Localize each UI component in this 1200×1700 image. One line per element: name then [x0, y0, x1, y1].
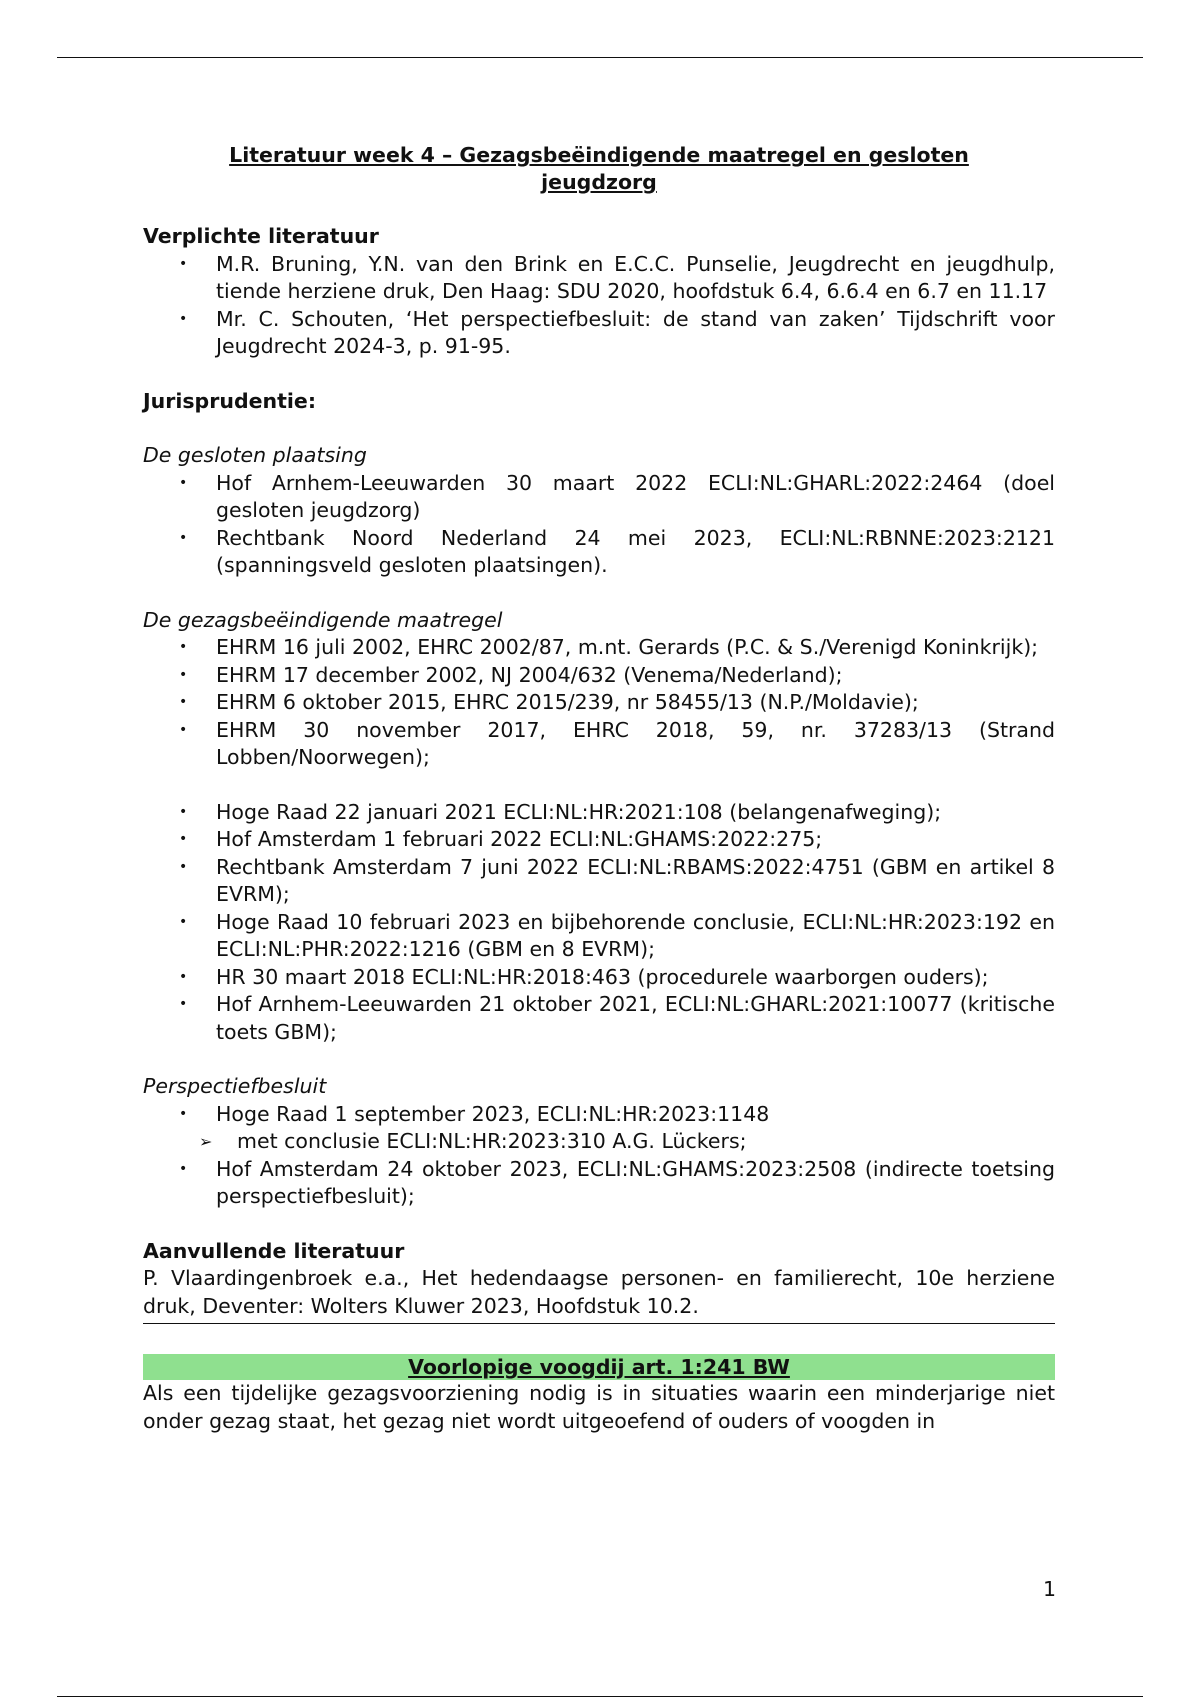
bullet-icon: •	[179, 968, 188, 985]
list-item	[143, 717, 1055, 772]
list-item	[143, 799, 1055, 827]
bullet-icon: •	[179, 721, 188, 738]
title-line-1: Literatuur week 4 – Gezagsbeëindigende maatregel en gesloten	[229, 143, 969, 167]
jurisprudentie-heading: Jurisprudentie:	[143, 388, 317, 413]
list-item-text: Rechtbank Noord Nederland 24 mei 2023, ECLI:NL:RBNNE:2023:2121 (spanningsveld gesloten plaatsingen).	[216, 525, 1055, 577]
verplicht-list	[143, 251, 1055, 361]
list-item-text: Hoge Raad 22 januari 2021 ECLI:NL:HR:2021:108 (belangenafweging);	[216, 799, 942, 824]
perspectief-heading: Perspectiefbesluit	[143, 1074, 327, 1098]
list-item	[143, 689, 1055, 717]
bullet-icon: •	[179, 803, 188, 820]
bullet-icon: •	[179, 310, 188, 327]
perspectief-list-1	[143, 1101, 1055, 1129]
bullet-icon: •	[179, 474, 188, 491]
voogdij-heading: Voorlopige voogdij art. 1:241 BW	[143, 1354, 1055, 1380]
list-item-text: EHRM 17 december 2002, NJ 2004/632 (Venema/Nederland);	[216, 662, 843, 687]
bullet-icon: •	[179, 529, 188, 546]
bullet-icon: •	[179, 858, 188, 875]
list-item-text: Hof Amsterdam 24 oktober 2023, ECLI:NL:GHAMS:2023:2508 (indirecte toetsing perspectiefbesluit);	[216, 1156, 1055, 1208]
footer-rule	[57, 1696, 1143, 1697]
document-title	[198, 142, 1000, 196]
bullet-icon: •	[179, 1105, 188, 1122]
list-item	[143, 1101, 1055, 1129]
list-item-text: Hoge Raad 1 september 2023, ECLI:NL:HR:2023:1148	[216, 1101, 770, 1126]
bullet-icon: •	[179, 913, 188, 930]
aanvullend-heading: Aanvullende literatuur	[143, 1238, 405, 1263]
aanvullend-text: P. Vlaardingenbroek e.a., Het hedendaagse personen- en familierecht, 10e herziene druk, Deventer: Wolters Kluwer 2023, Hoofdstuk 10.2.	[143, 1266, 1055, 1318]
arrow-icon: ➢	[199, 1132, 213, 1151]
list-item	[143, 251, 1055, 306]
list-item	[143, 470, 1055, 525]
document-body	[143, 142, 1055, 1435]
gezag-heading: De gezagsbeëindigende maatregel	[143, 607, 503, 632]
list-item-text: Hof Arnhem-Leeuwarden 30 maart 2022 ECLI:NL:GHARL:2022:2464 (doel gesloten jeugdzorg)	[216, 470, 1055, 522]
sub-list-item	[143, 1128, 1055, 1156]
list-item-text: EHRM 6 oktober 2015, EHRC 2015/239, nr 58455/13 (N.P./Moldavie);	[216, 690, 919, 714]
list-item-text: Mr. C. Schouten, ‘Het perspectiefbesluit: de stand van zaken’ Tijdschrift voor Jeugdrecht 2024-3, p. 91-95.	[216, 306, 1055, 358]
perspectief-list-2	[143, 1156, 1055, 1211]
bullet-icon: •	[179, 639, 188, 655]
list-item-text: EHRM 16 juli 2002, EHRC 2002/87, m.nt. Gerards (P.C. & S./Verenigd Koninkrijk);	[216, 635, 1039, 659]
list-item	[143, 854, 1055, 909]
list-item-text: EHRM 30 november 2017, EHRC 2018, 59, nr. 37283/13 (Strand Lobben/Noorwegen);	[216, 717, 1055, 769]
bullet-icon: •	[179, 255, 188, 272]
list-item	[143, 525, 1055, 580]
list-item	[143, 826, 1055, 854]
verplicht-heading: Verplichte literatuur	[143, 224, 379, 248]
list-item	[143, 662, 1055, 690]
bullet-icon: •	[179, 694, 188, 710]
list-item	[143, 909, 1055, 964]
page-number: 1	[1042, 1577, 1056, 1601]
title-line-2: jeugdzorg	[541, 170, 657, 194]
list-item	[143, 634, 1055, 662]
list-item	[143, 1156, 1055, 1211]
gezag-list-b	[143, 799, 1055, 1047]
bullet-icon: •	[179, 996, 188, 1012]
gezag-list-a	[143, 634, 1055, 772]
gesloten-heading: De gesloten plaatsing	[143, 443, 367, 467]
bullet-icon: •	[179, 666, 188, 683]
sub-list-item-text: met conclusie ECLI:NL:HR:2023:310 A.G. Lückers;	[237, 1129, 747, 1153]
header-rule	[57, 57, 1143, 58]
list-item	[143, 306, 1055, 361]
bullet-icon: •	[179, 831, 188, 847]
list-item-text: Hof Amsterdam 1 februari 2022 ECLI:NL:GHAMS:2022:275;	[216, 827, 823, 851]
gesloten-list	[143, 470, 1055, 580]
list-item-text: Hof Arnhem-Leeuwarden 21 oktober 2021, ECLI:NL:GHARL:2021:10077 (kritische toets GBM);	[216, 992, 1055, 1044]
list-item-text: Hoge Raad 10 februari 2023 en bijbehorende conclusie, ECLI:NL:HR:2023:192 en ECLI:NL:PHR:2022:1216 (GBM en 8 EVRM);	[216, 909, 1055, 961]
voogdij-text: Als een tijdelijke gezagsvoorziening nodig is in situaties waarin een minderjarige niet onder gezag staat, het gezag niet wordt uitgeoefend of ouders of voogden in	[143, 1381, 1055, 1433]
list-item-text: Rechtbank Amsterdam 7 juni 2022 ECLI:NL:RBAMS:2022:4751 (GBM en artikel 8 EVRM);	[216, 854, 1055, 906]
section-divider	[143, 1323, 1055, 1324]
bullet-icon: •	[179, 1160, 188, 1177]
list-item-text: HR 30 maart 2018 ECLI:NL:HR:2018:463 (procedurele waarborgen ouders);	[216, 964, 989, 989]
list-item-text: M.R. Bruning, Y.N. van den Brink en E.C.C. Punselie, Jeugdrecht en jeugdhulp, tiende herziene druk, Den Haag: SDU 2020, hoofdstuk 6.4, 6.6.4 en 6.7 en 11.17	[216, 251, 1055, 303]
perspectief-sublist	[143, 1128, 1055, 1156]
list-item	[143, 964, 1055, 992]
list-item	[143, 991, 1055, 1046]
